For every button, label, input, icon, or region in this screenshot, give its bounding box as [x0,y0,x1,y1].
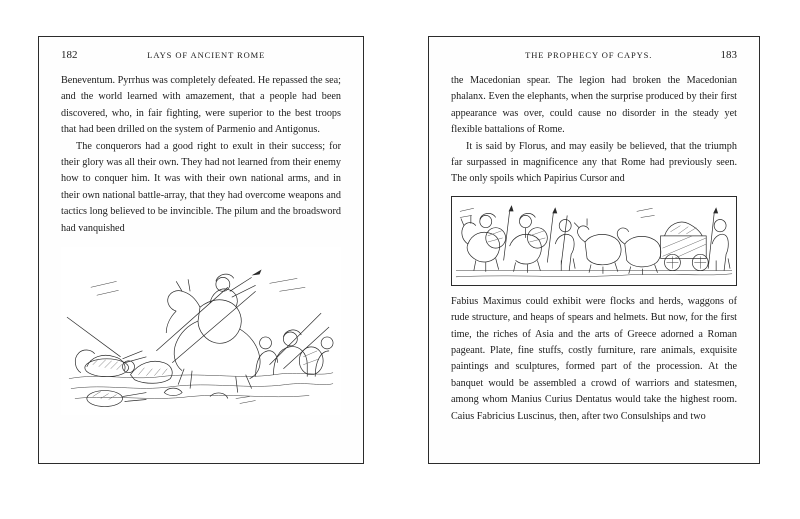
right-page [428,36,760,464]
right-running-title: THE PROPHECY OF CAPYS. [525,50,653,60]
right-paragraph-2: It is said by Florus, and may easily be believed, that the triumph far surpassed in magnificence any that Rome had previously seen. The only spoils which Papirius Cursor and [451,140,737,185]
triumphal-procession-artwork [452,197,736,285]
left-running-title: LAYS OF ANCIENT ROME [147,50,266,60]
left-page [38,36,364,464]
right-page-content [429,37,759,463]
left-paragraph-1: Beneventum. Pyrrhus was completely defeated. He repassed the sea; and the world learned with amazement, that a people had been discovered, who, in fair fighting, were superior to the best troops that had been drilled on the system of Parmenio and Antigonus. [61,75,341,136]
left-paragraph-2: The conquerors had a good right to exult in their success; for their glory was all their own. They had not learned from their enemy how to conquer him. It was with their own national arms, and in their own national battle-array, that they had overcome weapons and tactics long believed to be invincible. The pilum and the broadsword had vanquished [61,140,341,234]
right-paragraph-3: Fabius Maximus could exhibit were flocks and herds, waggons of rude structure, and heaps of spears and helmets. But now, for the first time, the riches of Asia and the arts of Greece adorned a Roman pageant. Plate, fine stuffs, costly furniture, rare animals, exquisite paintings and sculptures, formed part of the procession. At the banquet would be assembled a crowd of warriors and statesmen, among whom Manius Curius Dentatus would take the highest room. Caius Fabricius Luscinus, then, after two Consulships and two [451,295,737,422]
left-folio-number: 182 [61,49,78,61]
right-folio-number: 183 [720,49,737,61]
battle-scene-artwork [61,247,341,415]
right-running-head [451,49,737,65]
left-page-content [39,37,363,463]
left-running-head [61,49,341,65]
battle-scene-illustration [61,247,341,415]
right-paragraph-1: the Macedonian spear. The legion had broken the Macedonian phalanx. Even the elephants, when the surprise produced by their first appearance was over, could cause no disorder in the steady yet flexible battalions of Rome. [451,75,737,136]
triumphal-procession-illustration [451,196,737,286]
